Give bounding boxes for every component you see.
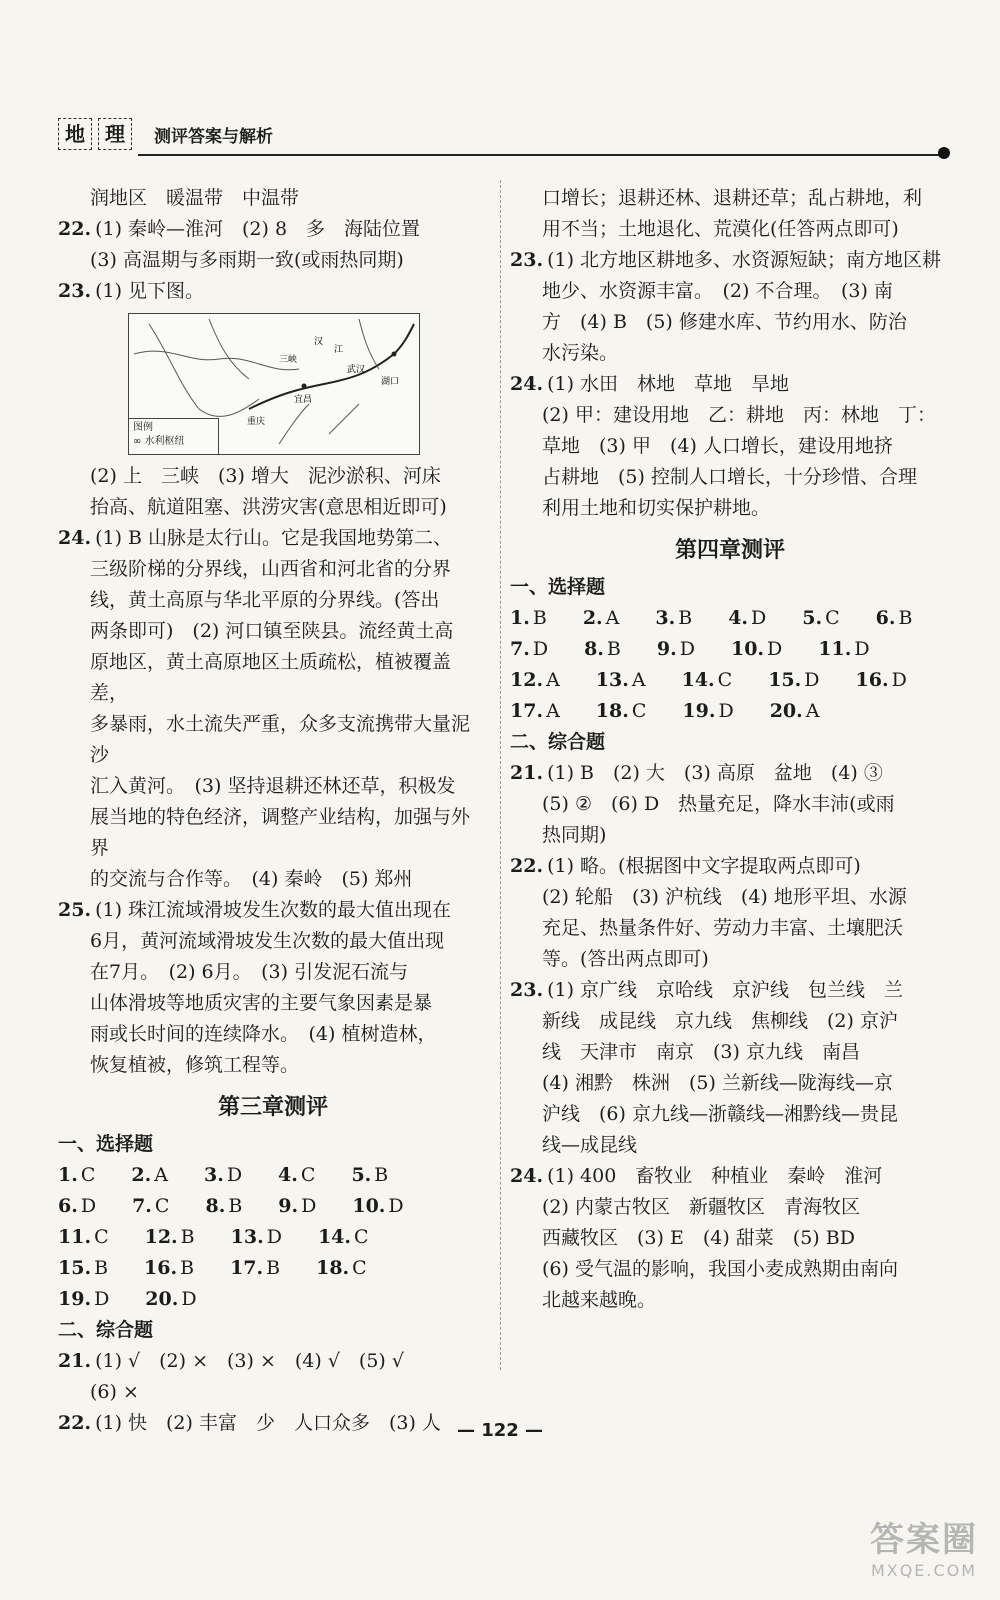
answer-line: 三级阶梯的分界线，山西省和河北省的分界 — [90, 558, 452, 580]
choice-letter: D — [532, 638, 549, 660]
answer-line: 热同期) — [542, 824, 607, 846]
answer-line: (2) 上 三峡 (3) 增大 泥沙淤积、河床 — [90, 465, 441, 487]
choice-answers — [510, 603, 950, 727]
question-number: 23. — [510, 249, 544, 271]
answer-line: 北越来越晚。 — [542, 1289, 657, 1311]
choice-answer — [510, 634, 566, 665]
choice-letter: C — [154, 1195, 170, 1217]
choice-letter: A — [631, 669, 646, 691]
question-number: 22. — [58, 218, 92, 240]
choice-number: 18. — [316, 1257, 350, 1279]
choice-answer — [596, 665, 664, 696]
choice-letter: C — [352, 1257, 367, 1279]
choice-letter: C — [631, 700, 647, 722]
answer-line: 恢复植被，修筑工程等。 — [90, 1054, 300, 1076]
choice-number: 9. — [278, 1195, 299, 1217]
choice-number: 3. — [655, 607, 676, 629]
answer-line: 占耕地 (5) 控制人口增长，十分珍惜、合理 — [542, 466, 917, 488]
section-heading-choice: 一、选择题 — [58, 1133, 154, 1155]
map-label-sanxia: 三峡 — [279, 355, 298, 365]
choice-number: 13. — [230, 1226, 264, 1248]
choice-number: 5. — [351, 1164, 372, 1186]
answer-line: 在7月。 (2) 6月。 (3) 引发泥石流与 — [90, 961, 409, 983]
chapter-4-heading: 第四章测评 — [674, 538, 785, 563]
choice-answer — [145, 1222, 213, 1253]
choice-letter: D — [751, 607, 767, 629]
choice-number: 19. — [58, 1288, 92, 1310]
choice-answer — [58, 1284, 127, 1315]
answer-text: (1) 北方地区耕地多、水资源短缺；南方地区耕 — [547, 249, 942, 271]
answer-text: (1) 略。(根据图中文字提取两点即可) — [547, 855, 861, 877]
yangtze-river-map — [128, 313, 420, 455]
choice-answer — [818, 634, 887, 665]
question-number: 23. — [58, 280, 92, 302]
map-label-han: 汉 — [314, 337, 324, 347]
choice-answer — [768, 665, 837, 696]
question-number: 24. — [510, 1165, 544, 1187]
answer-line: (3) 高温期与多雨期一致(或雨热同期) — [90, 249, 404, 271]
answer-line: 抬高、航道阻塞、洪涝灾害(意思相近即可) — [90, 496, 447, 518]
choice-number: 18. — [595, 700, 629, 722]
choice-letter: D — [679, 638, 695, 660]
choice-letter: A — [805, 700, 820, 722]
choice-number: 4. — [728, 607, 749, 629]
answer-line: (2) 内蒙古牧区 新疆牧区 青海牧区 — [542, 1196, 860, 1218]
section-heading-comprehensive: 二、综合题 — [510, 731, 606, 753]
choice-letter: A — [605, 607, 620, 629]
choice-answer — [278, 1160, 333, 1191]
choice-letter: D — [94, 1288, 110, 1310]
choice-answer — [204, 1160, 260, 1191]
choice-answer — [318, 1222, 387, 1253]
choice-letter: B — [228, 1195, 243, 1217]
choice-number: 12. — [510, 669, 544, 691]
choice-answer — [583, 603, 638, 634]
choice-number: 16. — [144, 1257, 178, 1279]
header-rule — [138, 154, 942, 156]
choice-letter: A — [546, 669, 560, 691]
answer-text: (1) 秦岭—淮河 (2) 8 多 海陆位置 — [95, 218, 421, 240]
right-column — [510, 183, 950, 1316]
choice-number: 7. — [510, 638, 530, 660]
choice-letter: B — [606, 638, 621, 660]
choice-answer — [856, 665, 925, 696]
choice-letter: B — [266, 1257, 281, 1279]
choice-answer — [584, 634, 639, 665]
choice-answer — [58, 1222, 127, 1253]
answer-23 — [510, 245, 950, 276]
choice-letter: D — [854, 638, 870, 660]
answer-line: 线 天津市 南京 (3) 京九线 南昌 — [542, 1041, 860, 1063]
choice-number: 6. — [58, 1195, 78, 1217]
choice-number: 15. — [768, 669, 802, 691]
header-title: 测评答案与解析 — [154, 127, 273, 147]
choice-letter: D — [804, 669, 820, 691]
choice-letter: D — [767, 638, 783, 660]
choice-answer — [131, 1160, 186, 1191]
choice-answer — [144, 1253, 212, 1284]
answer-line: 展当地的特色经济，调整产业结构，加强与外界 — [90, 806, 471, 859]
answer-text: (1) 400 畜牧业 种植业 秦岭 淮河 — [547, 1165, 883, 1187]
answer-line: 方 (4) B (5) 修建水库、节约用水、防治 — [542, 311, 907, 333]
choice-number: 20. — [145, 1288, 179, 1310]
choice-answer — [351, 1160, 406, 1191]
answer-line: 新线 成昆线 京九线 焦柳线 (2) 京沪 — [542, 1010, 898, 1032]
left-column — [58, 183, 488, 1439]
question-number: 21. — [510, 762, 544, 784]
choice-letter: B — [180, 1226, 195, 1248]
map-label-wuhan: 武汉 — [347, 365, 366, 375]
choice-number: 20. — [769, 700, 803, 722]
answer-line: 线，黄土高原与华北平原的分界线。(答出 — [90, 589, 440, 611]
choice-answers — [58, 1160, 488, 1315]
choice-answer — [770, 696, 838, 727]
choice-letter: B — [678, 607, 693, 629]
answer-24 — [58, 523, 488, 554]
choice-answer — [731, 634, 800, 665]
answer-text: (1) 快 (2) 丰富 少 人口众多 (3) 人 — [95, 1412, 441, 1434]
choice-number: 11. — [58, 1226, 92, 1248]
answer-line: 6月，黄河流域滑坡发生次数的最大值出现 — [90, 930, 445, 952]
choice-number: 10. — [730, 638, 765, 660]
choice-letter: A — [546, 700, 560, 722]
answer-line: 草地 (3) 甲 (4) 人口增长，建设用地挤 — [542, 435, 893, 457]
answer-line: (4) 湘黔 株洲 (5) 兰新线—陇海线—京 — [542, 1072, 893, 1094]
map-label-yichang: 宜昌 — [294, 395, 313, 405]
answer-25 — [58, 895, 488, 926]
choice-letter: D — [181, 1288, 197, 1310]
answer-line: (5) ② (6) D 热量充足，降水丰沛(或雨 — [542, 793, 895, 815]
answer-text: (1) B 山脉是太行山。它是我国地势第二、 — [95, 527, 453, 549]
choice-number: 8. — [584, 638, 604, 660]
answer-24 — [510, 1161, 950, 1192]
choice-answer — [132, 1191, 187, 1222]
choice-number: 8. — [205, 1195, 226, 1217]
choice-answer — [231, 1222, 300, 1253]
choice-letter: B — [374, 1164, 389, 1186]
choice-answer — [657, 634, 713, 665]
choice-number: 11. — [818, 638, 852, 660]
choice-number: 14. — [317, 1226, 351, 1248]
answer-text: (1) 珠江流域滑坡发生次数的最大值出现在 — [95, 899, 452, 921]
answer-23 — [510, 975, 950, 1006]
question-number: 24. — [510, 373, 544, 395]
choice-letter: B — [180, 1257, 195, 1279]
choice-number: 5. — [802, 607, 823, 629]
answer-22 — [58, 214, 488, 245]
choice-answer — [510, 665, 578, 696]
answer-line: 地少、水资源丰富。 (2) 不合理。 (3) 南 — [542, 280, 893, 302]
answer-line: 口增长；退耕还林、退耕还草；乱占耕地，利 — [542, 187, 923, 209]
choice-letter: D — [301, 1195, 317, 1217]
choice-letter: C — [354, 1226, 369, 1248]
answer-line: 水污染。 — [542, 342, 619, 364]
answer-24 — [510, 369, 950, 400]
answer-line: 用不当；土地退化、荒漠化(任答两点即可) — [542, 218, 899, 240]
choice-answer — [205, 1191, 260, 1222]
subject-char-1: 地 — [58, 118, 92, 150]
map-legend — [129, 418, 219, 454]
legend-item-label: 水利枢纽 — [144, 436, 185, 447]
question-number: 23. — [510, 979, 544, 1001]
choice-number: 16. — [855, 669, 889, 691]
choice-number: 1. — [510, 607, 530, 629]
answer-line: 西藏牧区 (3) E (4) 甜菜 (5) BD — [542, 1227, 855, 1249]
subject-label — [58, 118, 132, 150]
legend-item: ∞ 水利枢纽 — [133, 436, 185, 447]
choice-answer — [682, 665, 751, 696]
choice-answer — [682, 696, 751, 727]
answer-line: (2) 甲：建设用地 乙：耕地 丙：林地 丁： — [542, 404, 936, 426]
choice-answer — [352, 1191, 421, 1222]
answer-21 — [58, 1346, 488, 1377]
answer-line: 原地区，黄土高原地区土质疏松，植被覆盖差， — [90, 651, 452, 704]
answer-line: 雨或长时间的连续降水。 (4) 植树造林， — [90, 1023, 437, 1045]
map-label-chongqing: 重庆 — [247, 417, 266, 427]
answer-22 — [510, 851, 950, 882]
answer-text: (1) √ (2) × (3) × (4) √ (5) √ — [95, 1350, 404, 1372]
choice-letter: C — [94, 1226, 109, 1248]
answer-line: 汇入黄河。 (3) 坚持退耕还林还草，积极发 — [90, 775, 456, 797]
choice-answer — [510, 696, 578, 727]
choice-letter: D — [388, 1195, 404, 1217]
choice-answer — [510, 603, 565, 634]
header-dot — [938, 147, 950, 159]
choice-answer — [655, 603, 710, 634]
question-number: 22. — [510, 855, 544, 877]
map-label-jiang: 江 — [334, 345, 344, 355]
map-label-hukou: 湖口 — [381, 377, 400, 387]
answer-text: (1) B (2) 大 (3) 高原 盆地 (4) ③ — [547, 762, 883, 784]
choice-letter: C — [300, 1164, 316, 1186]
choice-answer — [145, 1284, 214, 1315]
answer-text: (1) 见下图。 — [95, 280, 205, 302]
chapter-3-heading: 第三章测评 — [217, 1095, 328, 1120]
choice-number: 17. — [230, 1257, 264, 1279]
choice-answer — [802, 603, 857, 634]
question-number: 21. — [58, 1350, 92, 1372]
choice-letter: B — [898, 607, 913, 629]
section-heading-choice: 一、选择题 — [510, 576, 606, 598]
choice-number: 7. — [132, 1195, 152, 1217]
column-divider — [500, 180, 501, 1370]
answer-line: 润地区 暖温带 中温带 — [90, 187, 300, 209]
choice-letter: D — [226, 1164, 243, 1186]
choice-letter: D — [718, 700, 734, 722]
watermark-url: MXQE.COM — [870, 1561, 978, 1580]
page-header — [58, 118, 958, 158]
section-heading-comprehensive: 二、综合题 — [58, 1319, 154, 1341]
choice-letter: D — [266, 1226, 282, 1248]
choice-number: 12. — [144, 1226, 178, 1248]
choice-answer — [58, 1253, 126, 1284]
answer-line: (2) 轮船 (3) 沪杭线 (4) 地形平坦、水源 — [542, 886, 907, 908]
answer-23 — [58, 276, 488, 307]
answer-line: 利用土地和切实保护耕地。 — [542, 497, 771, 519]
answer-line: 线—成昆线 — [542, 1134, 638, 1156]
choice-number: 17. — [510, 700, 544, 722]
choice-number: 2. — [582, 607, 603, 629]
choice-number: 2. — [131, 1164, 152, 1186]
choice-number: 6. — [875, 607, 896, 629]
choice-number: 3. — [203, 1164, 224, 1186]
choice-letter: D — [891, 669, 907, 691]
answer-line: 两条即可) (2) 河口镇至陕县。流经黄土高 — [90, 620, 454, 642]
choice-number: 13. — [595, 669, 629, 691]
choice-answer — [316, 1253, 385, 1284]
question-number: 25. — [58, 899, 92, 921]
answer-line: 沪线 (6) 京九线—浙赣线—湘黔线—贵昆 — [542, 1103, 898, 1125]
choice-answer — [58, 1160, 113, 1191]
choice-answer — [58, 1191, 114, 1222]
choice-letter: C — [717, 669, 733, 691]
answer-line: 等。(答出两点即可) — [542, 948, 709, 970]
choice-number: 1. — [58, 1164, 78, 1186]
choice-letter: B — [94, 1257, 109, 1279]
choice-answer — [728, 603, 784, 634]
choice-number: 15. — [58, 1257, 92, 1279]
answer-line: (6) 受气温的影响，我国小麦成熟期由南向 — [542, 1258, 898, 1280]
answer-line: 山体滑坡等地质灾害的主要气象因素是暴 — [90, 992, 433, 1014]
answer-line: 多暴雨，水土流失严重，众多支流携带大量泥沙 — [90, 713, 471, 766]
page-number: — 122 — — [456, 1420, 544, 1441]
choice-letter: C — [80, 1164, 96, 1186]
answer-text: (1) 水田 林地 草地 旱地 — [547, 373, 790, 395]
watermark-text: 答案圈 — [870, 1520, 978, 1560]
choice-answer — [230, 1253, 298, 1284]
choice-number: 10. — [352, 1195, 386, 1217]
answer-text: (1) 京广线 京哈线 京沪线 包兰线 兰 — [547, 979, 904, 1001]
choice-answer — [876, 603, 931, 634]
answer-line: 充足、热量条件好、劳动力丰富、土壤肥沃 — [542, 917, 904, 939]
question-number: 22. — [58, 1412, 92, 1434]
legend-title: 图例 — [133, 422, 153, 433]
choice-number: 4. — [278, 1164, 298, 1186]
choice-number: 9. — [656, 638, 677, 660]
choice-answer — [596, 696, 665, 727]
choice-number: 19. — [682, 700, 716, 722]
answer-line: (6) × — [90, 1381, 139, 1403]
answer-line: 的交流与合作等。 (4) 秦岭 (5) 郑州 — [90, 868, 413, 890]
question-number: 24. — [58, 527, 92, 549]
choice-letter: B — [532, 607, 547, 629]
choice-letter: C — [825, 607, 840, 629]
answer-21 — [510, 758, 950, 789]
choice-letter: D — [80, 1195, 97, 1217]
subject-char-2: 理 — [98, 118, 132, 150]
watermark-logo — [870, 1512, 978, 1580]
choice-number: 14. — [681, 669, 715, 691]
choice-letter: A — [154, 1164, 168, 1186]
choice-answer — [278, 1191, 334, 1222]
